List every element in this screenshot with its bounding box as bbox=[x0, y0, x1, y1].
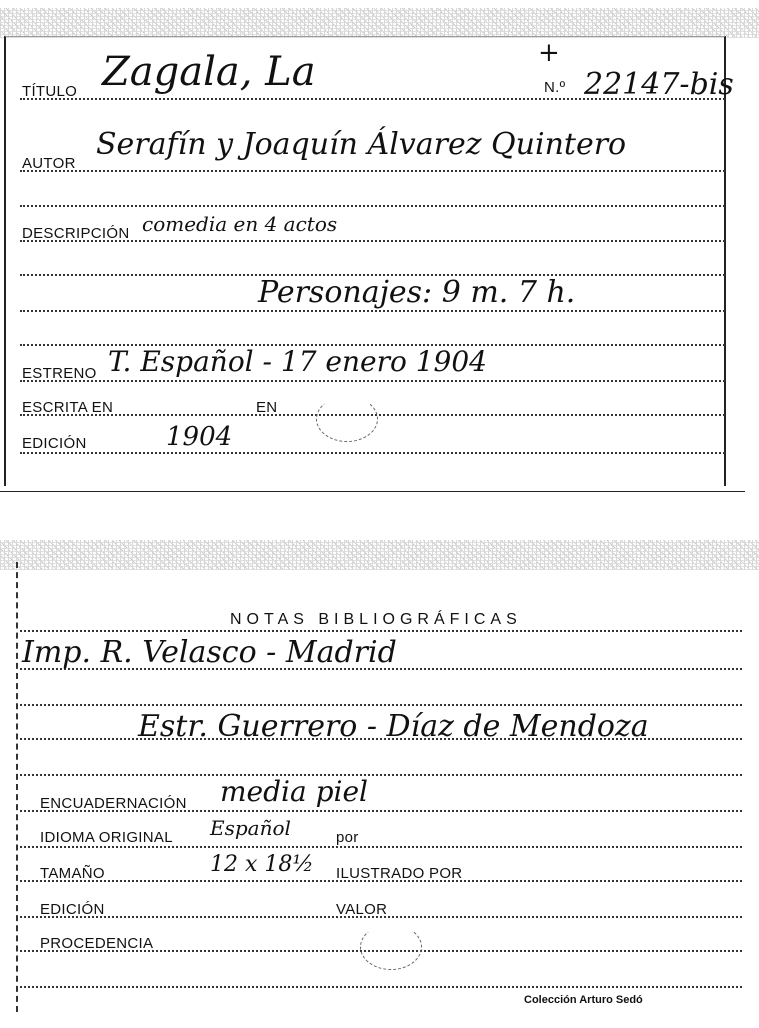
section-title: NOTAS BIBLIOGRÁFICAS bbox=[230, 611, 522, 628]
estreno-value: T. Español - 17 enero 1904 bbox=[108, 345, 487, 378]
edicion-value: 1904 bbox=[166, 422, 233, 452]
procedencia-label: PROCEDENCIA bbox=[40, 935, 154, 952]
punch-hole-mark bbox=[316, 396, 378, 442]
personajes-value: Personajes: 9 m. 7 h. bbox=[258, 275, 576, 310]
notas-line-1: Imp. R. Velasco - Madrid bbox=[22, 635, 397, 670]
descripcion-label: DESCRIPCIÓN bbox=[22, 225, 130, 242]
scan-edge-texture bbox=[0, 8, 759, 38]
rule-line bbox=[20, 986, 742, 988]
tamano-label: TAMAÑO bbox=[40, 865, 105, 882]
por-label: por bbox=[336, 829, 359, 846]
rule-line bbox=[20, 205, 725, 207]
escrita-en-label: ESCRITA EN bbox=[22, 399, 114, 416]
punch-hole-mark bbox=[360, 924, 422, 970]
rule-line bbox=[20, 846, 742, 848]
rule-line bbox=[20, 380, 725, 382]
en-label: EN bbox=[256, 399, 278, 416]
collection-credit: Colección Arturo Sedó bbox=[524, 994, 643, 1006]
idioma-original-value: Español bbox=[210, 816, 291, 840]
numero-label: N.º bbox=[544, 79, 566, 96]
autor-label: AUTOR bbox=[22, 155, 76, 172]
rule-line bbox=[20, 170, 725, 172]
card-divider bbox=[0, 491, 745, 492]
notas-line-2: Estr. Guerrero - Díaz de Mendoza bbox=[138, 709, 649, 744]
edicion-label: EDICIÓN bbox=[40, 901, 105, 918]
encuadernacion-value: media piel bbox=[220, 775, 368, 808]
rule-line bbox=[20, 310, 725, 312]
estreno-label: ESTRENO bbox=[22, 365, 97, 382]
edicion-label: EDICIÓN bbox=[22, 435, 87, 452]
tamano-value: 12 x 18½ bbox=[210, 852, 314, 877]
rule-line bbox=[20, 774, 742, 776]
numero-value: 22147-bis bbox=[584, 67, 734, 102]
rule-line bbox=[20, 452, 725, 454]
cross-mark: + bbox=[538, 38, 560, 68]
descripcion-value: comedia en 4 actos bbox=[142, 212, 338, 236]
encuadernacion-label: ENCUADERNACIÓN bbox=[40, 795, 187, 812]
rule-line bbox=[20, 630, 742, 632]
autor-value: Serafín y Joaquín Álvarez Quintero bbox=[96, 127, 627, 162]
titulo-label: TÍTULO bbox=[22, 83, 78, 100]
catalog-card-front bbox=[0, 0, 759, 495]
catalog-card-back bbox=[0, 540, 759, 1010]
ilustrado-por-label: ILUSTRADO POR bbox=[336, 865, 463, 882]
titulo-value: Zagala, La bbox=[102, 49, 316, 95]
idioma-original-label: IDIOMA ORIGINAL bbox=[40, 829, 173, 846]
rule-line bbox=[20, 704, 742, 706]
valor-label: VALOR bbox=[336, 901, 388, 918]
